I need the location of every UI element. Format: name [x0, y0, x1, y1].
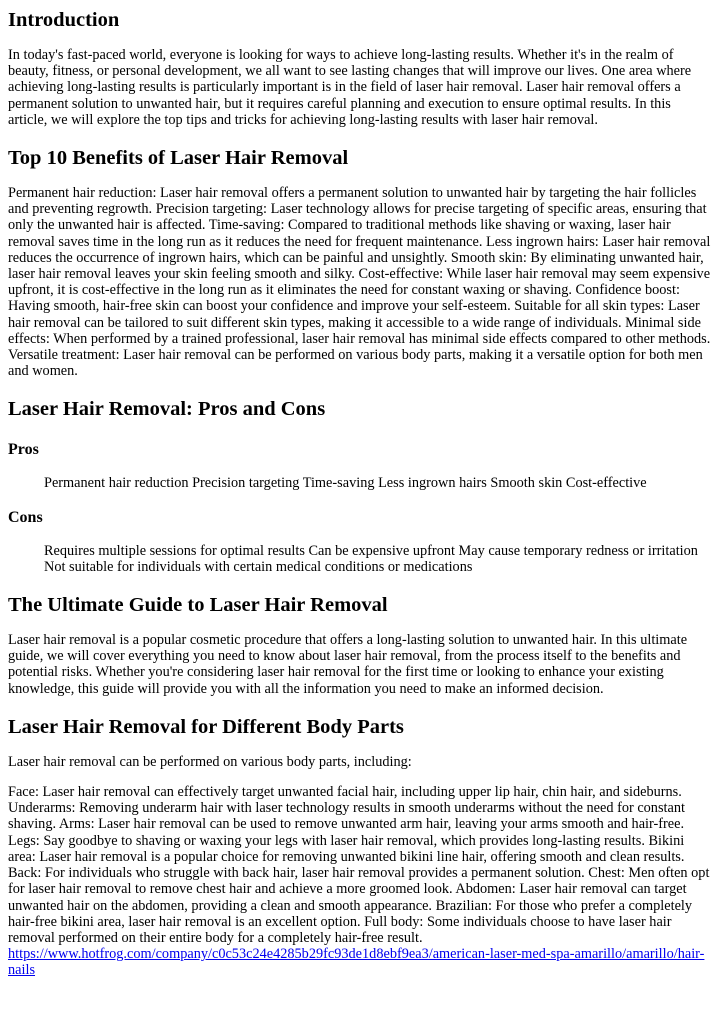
- introduction-paragraph: In today's fast-paced world, everyone is looking for ways to achieve long-lasting results. Whether it's in the realm of beauty, fitness, or personal development, we all want to see lasting changes that will improve our lives. One area where achieving long-lasting results is particularly important is in the field of laser hair removal. Laser hair removal offers a permanent solution to unwanted hair, but it requires careful planning and execution to ensure optimal results. In this article, we will explore the top tips and tricks for achieving long-lasting results with laser hair removal.: [8, 47, 692, 128]
- document-page: [0, 7, 720, 979]
- introduction-heading: Introduction: [8, 9, 120, 31]
- pros-heading: Pros: [8, 441, 39, 459]
- pros-cons-heading: Laser Hair Removal: Pros and Cons: [8, 398, 326, 421]
- pros-list: Permanent hair reduction Precision targeting Time-saving Less ingrown hairs Smooth skin Cost-effective: [44, 475, 647, 492]
- hotfrog-link[interactable]: https://www.hotfrog.com/company/c0c53c24e4285b29fc93de1d8ebf9ea3/american-laser-med-spa-amarillo/amarillo/hair-nails: [8, 946, 705, 979]
- cons-list: Requires multiple sessions for optimal results Can be expensive upfront May cause temporary redness or irritation Not suitable for individuals with certain medical conditions or medications: [44, 542, 698, 575]
- benefits-paragraph: Permanent hair reduction: Laser hair removal offers a permanent solution to unwanted hair by targeting the hair follicles and preventing regrowth. Precision targeting: Laser technology allows for precise targeting of specific areas, ensuring that only the unwanted hair is affected. Time-saving: Compared to traditional methods like shaving or waxing, laser hair removal saves time in the long run as it reduces the need for frequent maintenance. Less ingrown hairs: Laser hair removal reduces the occurrence of ingrown hairs, which can be painful and unsightly. Smooth skin: By eliminating unwanted hair, laser hair removal leaves your skin feeling smooth and silky. Cost-effective: While laser hair removal may seem expensive upfront, it is cost-effective in the long run as it eliminates the need for constant waxing or shaving. Confidence boost: Having smooth, hair-free skin can boost your confidence and improve your self-esteem. Suitable for all skin types: Laser hair removal can be tailored to suit different skin types, making it accessible to a wide range of individuals. Minimal side effects: When performed by a trained professional, laser hair removal has minimal side effects compared to other methods. Versatile treatment: Laser hair removal can be performed on various body parts, making it a versatile option for both men and women.: [8, 185, 711, 380]
- body-parts-intro: Laser hair removal can be performed on various body parts, including:: [8, 753, 412, 770]
- body-parts-heading: Laser Hair Removal for Different Body Parts: [8, 715, 404, 738]
- body-parts-paragraph: [8, 784, 712, 978]
- benefits-heading: Top 10 Benefits of Laser Hair Removal: [8, 147, 349, 170]
- body-parts-text: Face: Laser hair removal can effectively target unwanted facial hair, including upper lip hair, chin hair, and sideburns. Underarms: Removing underarm hair with laser technology results in smooth underarms without the need for constant shaving. Arms: Laser hair removal can be used to remove unwanted arm hair, leaving your arms smooth and hair-free. Legs: Say goodbye to shaving or waxing your legs with laser hair removal, which provides long-lasting results. Bikini area: Laser hair removal is a popular choice for removing unwanted bikini line hair, offering smooth and clean results. Back: For individuals who struggle with back hair, laser hair removal provides a permanent solution. Chest: Men often opt for laser hair removal to remove chest hair and achieve a more groomed look. Abdomen: Laser hair removal can target unwanted hair on the abdomen, providing a clean and smooth appearance. Brazilian: For those who prefer a completely hair-free bikini area, laser hair removal is an excellent option. Full body: Some individuals choose to have laser hair removal performed on their entire body for a completely hair-free result.: [8, 784, 710, 946]
- guide-paragraph: Laser hair removal is a popular cosmetic procedure that offers a long-lasting solution to unwanted hair. In this ultimate guide, we will cover everything you need to know about laser hair removal, from the process itself to the benefits and potential risks. Whether you're considering laser hair removal for the first time or looking to enhance your existing knowledge, this guide will provide you with all the information you need to make an informed decision.: [8, 632, 688, 697]
- cons-heading: Cons: [8, 508, 43, 526]
- guide-heading: The Ultimate Guide to Laser Hair Removal: [8, 594, 388, 617]
